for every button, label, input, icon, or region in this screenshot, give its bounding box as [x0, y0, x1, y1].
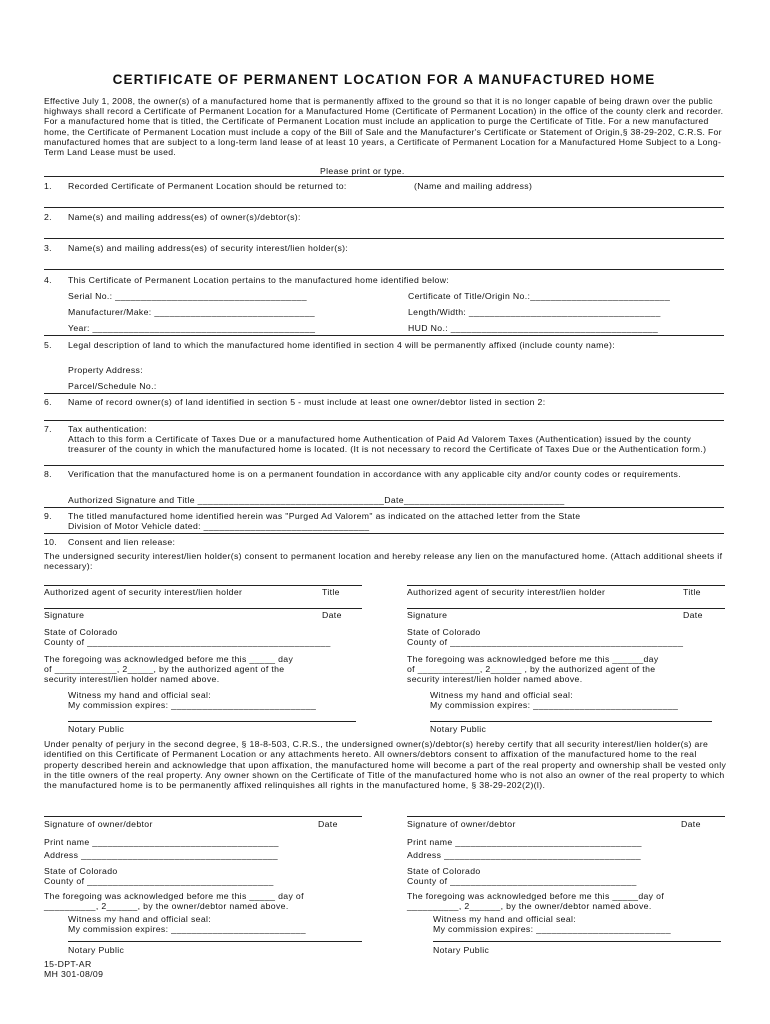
- manufacturer-make-field[interactable]: Manufacturer/Make: _______________________________: [68, 307, 315, 317]
- owner-signature-line-left[interactable]: [44, 816, 362, 817]
- signature-line-left[interactable]: [44, 608, 362, 609]
- address-field-left[interactable]: Address ______________________________________: [44, 850, 278, 860]
- section-8-number: 8.: [44, 469, 52, 479]
- serial-no-field[interactable]: Serial No.: _____________________________________: [68, 291, 307, 301]
- ack-right-line-2[interactable]: of ____________, 2______ , by the authorized agent of the: [407, 664, 656, 674]
- owner-commission-right[interactable]: My commission expires: __________________________: [433, 924, 671, 934]
- agent-signature-line-right[interactable]: [407, 585, 725, 586]
- owner-witness-right: Witness my hand and official seal:: [433, 914, 577, 924]
- section-2-input-line[interactable]: [44, 238, 724, 239]
- owner-notary-line-left[interactable]: [68, 941, 362, 942]
- date-label-left: Date: [322, 610, 342, 620]
- owner-ack-right-line-1: The foregoing was acknowledged before me this _____day of: [407, 891, 665, 901]
- section-2-text: Name(s) and mailing address(es) of owner(s)/debtor(s):: [68, 212, 301, 222]
- footer-form-number: MH 301-08/09: [44, 969, 104, 979]
- notary-label-right: Notary Public: [430, 724, 487, 734]
- section-2-number: 2.: [44, 212, 52, 222]
- section-1-text: Recorded Certificate of Permanent Location should be returned to:: [68, 181, 347, 191]
- section-10-number: 10.: [44, 537, 58, 547]
- owner-county-field-left[interactable]: County of ____________________________________: [44, 876, 274, 886]
- section-1-input-line[interactable]: [44, 207, 724, 208]
- owner-notary-label-right: Notary Public: [433, 945, 490, 955]
- hud-no-field[interactable]: HUD No.: ________________________________________: [408, 323, 658, 333]
- section-1-hint: (Name and mailing address): [414, 181, 533, 191]
- section-10-heading: Consent and lien release:: [68, 537, 176, 547]
- owner-state-left: State of Colorado: [44, 866, 118, 876]
- divider: [44, 393, 724, 394]
- print-name-field-right[interactable]: Print name ____________________________________: [407, 837, 642, 847]
- agent-label-left: Authorized agent of security interest/lien holder: [44, 587, 243, 597]
- commission-left[interactable]: My commission expires: ____________________________: [68, 700, 317, 710]
- section-3-text: Name(s) and mailing address(es) of security interest/lien holder(s):: [68, 243, 349, 253]
- section-7-heading: Tax authentication:: [68, 424, 148, 434]
- owner-notary-label-left: Notary Public: [68, 945, 125, 955]
- divider: [44, 465, 724, 466]
- section-6-number: 6.: [44, 397, 52, 407]
- ack-right-line-1: The foregoing was acknowledged before me this ______day: [407, 654, 659, 664]
- ack-right-line-3: security interest/lien holder named above.: [407, 674, 583, 684]
- owner-commission-left[interactable]: My commission expires: __________________________: [68, 924, 306, 934]
- address-field-right[interactable]: Address ______________________________________: [407, 850, 641, 860]
- parcel-schedule-label: Parcel/Schedule No.:: [68, 381, 157, 391]
- notary-line-left[interactable]: [68, 721, 356, 722]
- ack-left-line-1: The foregoing was acknowledged before me this _____ day: [44, 654, 294, 664]
- notary-line-right[interactable]: [430, 721, 712, 722]
- section-9-number: 9.: [44, 511, 52, 521]
- agent-label-right: Authorized agent of security interest/lien holder: [407, 587, 606, 597]
- section-8-text: Verification that the manufactured home is on a permanent foundation in accordance with any applicable city and/or county codes or requirements.: [68, 469, 682, 479]
- owner-date-label-left: Date: [318, 819, 338, 829]
- owner-state-right: State of Colorado: [407, 866, 481, 876]
- title-label-left: Title: [322, 587, 340, 597]
- section-5-text: Legal description of land to which the manufactured home identified in section 4 will be permanently affixed (include county name):: [68, 340, 615, 350]
- agent-signature-line-left[interactable]: [44, 585, 362, 586]
- divider: [44, 335, 724, 336]
- section-6-input-line[interactable]: [44, 420, 724, 421]
- title-origin-no-field[interactable]: Certificate of Title/Origin No.:___________________________: [408, 291, 671, 301]
- owner-ack-left-line-2[interactable]: __________, 2______, by the owner/debtor named above.: [44, 901, 289, 911]
- section-10-text: The undersigned security interest/lien holder(s) consent to permanent location and hereby release any lien on the manufactured home. (Attach additional sheets if necessary):: [44, 551, 723, 572]
- section-7-number: 7.: [44, 424, 52, 434]
- section-6-text: Name of record owner(s) of land identified in section 5 - must include at least one owner/debtor listed in section 2:: [68, 397, 546, 407]
- owner-signature-label-left: Signature of owner/debtor: [44, 819, 153, 829]
- title-label-right: Title: [683, 587, 701, 597]
- section-1-number: 1.: [44, 181, 52, 191]
- owner-signature-line-right[interactable]: [407, 816, 725, 817]
- witness-left: Witness my hand and official seal:: [68, 690, 212, 700]
- section-7-text: Attach to this form a Certificate of Taxes Due or a manufactured home Authentication of Paid Ad Valorem Taxes (Authentication) issued by the county treasurer of the county in which the manufactured home is located. (It is not necessary to record the Certificate of Taxes Due or the Authentication form.): [68, 434, 707, 455]
- state-left: State of Colorado: [44, 627, 118, 637]
- witness-right: Witness my hand and official seal:: [430, 690, 574, 700]
- county-field-left[interactable]: County of _______________________________________________: [44, 637, 331, 647]
- section-4-text: This Certificate of Permanent Location pertains to the manufactured home identified below:: [68, 275, 450, 285]
- length-width-field[interactable]: Length/Width: _____________________________________: [408, 307, 661, 317]
- county-field-right[interactable]: County of _____________________________________________: [407, 637, 684, 647]
- ack-left-line-3: security interest/lien holder named above.: [44, 674, 220, 684]
- owner-ack-left-line-1: The foregoing was acknowledged before me this _____ day of: [44, 891, 304, 901]
- signature-line-right[interactable]: [407, 608, 725, 609]
- section-4-number: 4.: [44, 275, 52, 285]
- authorized-signature-field[interactable]: Authorized Signature and Title ____________________________________Date_______________________________: [68, 495, 565, 505]
- section-3-input-line[interactable]: [44, 269, 724, 270]
- owner-ack-right-line-2[interactable]: __________, 2______, by the owner/debtor named above.: [407, 901, 652, 911]
- perjury-statement: Under penalty of perjury in the second degree, § 18-8-503, C.R.S., the undersigned owner(s)/debtor(s) hereby certify that all security interest/lien holder(s) are identified on this Certificate of Permanent Location or any attachments hereto. All owners/debtors consent to affixation of the manufactured home to the real property described herein and acknowledge that upon affixation, the manufactured home will become a part of the real property and ownership shall be vested only in the title owners of the real property. Any owner shown on the Certificate of Title of the manufactured home who is not also an owner of the real property to which the manufactured home is to be permanently affixed relinquishes all rights in the manufactured home, § 38-29-202(2)(l).: [44, 739, 727, 791]
- signature-label-right: Signature: [407, 610, 448, 620]
- section-5-number: 5.: [44, 340, 52, 350]
- divider: [44, 176, 724, 177]
- ack-left-line-2[interactable]: of ____________, 2_____, by the authorized agent of the: [44, 664, 285, 674]
- owner-county-field-right[interactable]: County of ____________________________________: [407, 876, 637, 886]
- date-label-right: Date: [683, 610, 703, 620]
- divider: [44, 533, 724, 534]
- print-note: Please print or type.: [320, 166, 405, 176]
- footer-form-code: 15-DPT-AR: [44, 959, 92, 969]
- intro-paragraph: Effective July 1, 2008, the owner(s) of a manufactured home that is permanently affixed to the ground so that it is no longer capable of being drawn over the public highways shall record a Certificate of Permanent Location for a Manufactured Home (Certificate of Permanent Location) in the office of the county clerk and recorder. For a manufactured home that is titled, the Certificate of Permanent Location must include an application to purge the Certificate of Title. For a new manufactured home, the Certificate of Permanent Location must include a copy of the Bill of Sale and the Manufacturer's Certificate or Statement of Origin,§ 38-29-202, C.R.S. For manufactured homes that are subject to a long-term land lease of at least 10 years, a Certificate of Permanent Location for a Manufactured Home Subject to a Long-Term Land Lease must be used.: [44, 96, 724, 158]
- owner-signature-label-right: Signature of owner/debtor: [407, 819, 516, 829]
- owner-notary-line-right[interactable]: [433, 941, 721, 942]
- divider: [44, 507, 724, 508]
- section-3-number: 3.: [44, 243, 52, 253]
- year-field[interactable]: Year: ___________________________________________: [68, 323, 316, 333]
- form-title: CERTIFICATE OF PERMANENT LOCATION FOR A MANUFACTURED HOME: [112, 72, 656, 87]
- state-right: State of Colorado: [407, 627, 481, 637]
- commission-right[interactable]: My commission expires: ____________________________: [430, 700, 679, 710]
- section-9-text: The titled manufactured home identified herein was "Purged Ad Valorem" as indicated on the attached letter from the State: [68, 511, 581, 521]
- owner-witness-left: Witness my hand and official seal:: [68, 914, 212, 924]
- notary-label-left: Notary Public: [68, 724, 125, 734]
- print-name-field-left[interactable]: Print name ____________________________________: [44, 837, 279, 847]
- signature-label-left: Signature: [44, 610, 85, 620]
- property-address-label: Property Address:: [68, 365, 143, 375]
- dmv-date-field[interactable]: Division of Motor Vehicle dated: ________________________________: [68, 521, 370, 531]
- owner-date-label-right: Date: [681, 819, 701, 829]
